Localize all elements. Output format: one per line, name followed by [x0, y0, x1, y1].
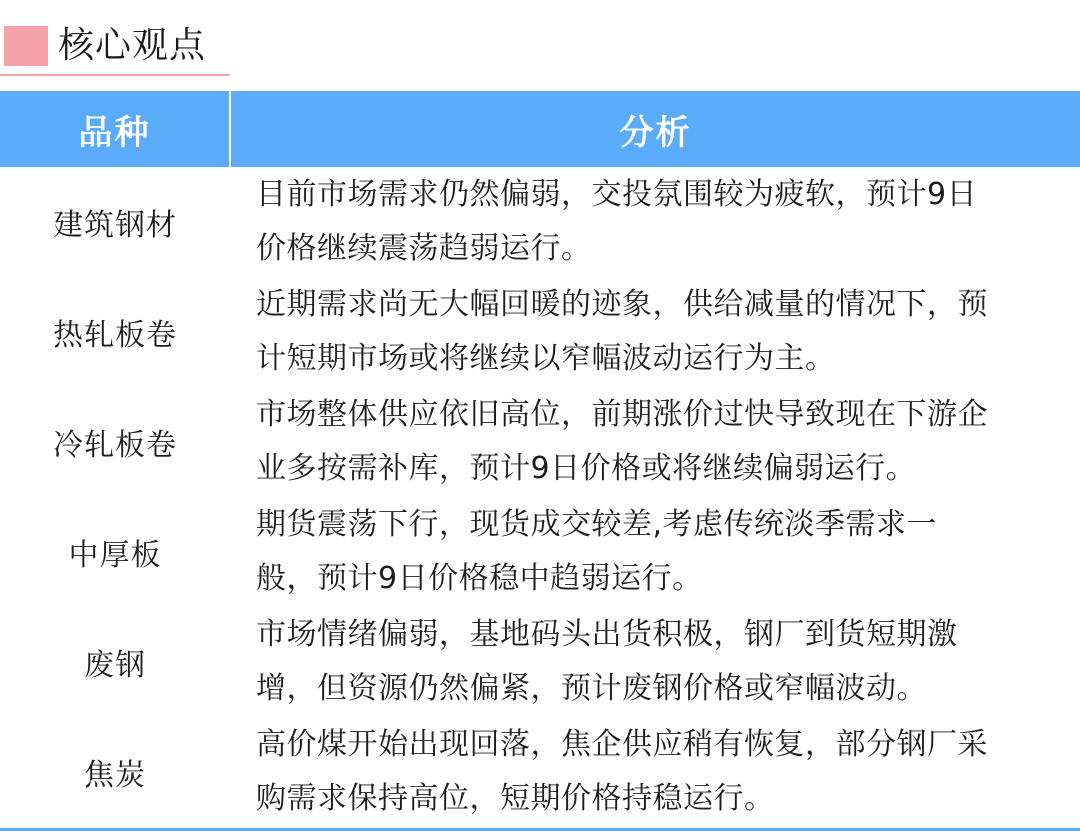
section-title: 核心观点 — [58, 25, 207, 66]
analysis-line: 计短期市场或将继续以窄幅波动运行为主。 — [256, 341, 836, 376]
table-row — [0, 497, 1080, 607]
section-marker — [4, 26, 48, 66]
analysis-line: 期货震荡下行，现货成交较差,考虑传统淡季需求一 — [256, 507, 938, 542]
analysis-line: 增，但资源仍然偏紧，预计废钢价格或窄幅波动。 — [256, 671, 927, 706]
analysis-line: 般，预计9日价格稳中趋弱运行。 — [256, 561, 703, 596]
analysis-text — [230, 497, 1080, 607]
analysis-line: 市场整体供应依旧高位，前期涨价过快导致现在下游企 — [256, 397, 988, 432]
analysis-line: 购需求保持高位，短期价格持稳运行。 — [256, 781, 775, 816]
variety-name: 热轧板卷 — [53, 318, 177, 353]
analysis-line: 业多按需补库，预计9日价格或将继续偏弱运行。 — [256, 451, 917, 486]
header-analysis: 分析 — [230, 91, 1080, 167]
section-header — [0, 0, 230, 78]
core-view-table — [0, 91, 1080, 827]
analysis-line: 价格继续震荡趋弱运行。 — [256, 231, 592, 266]
table-bottom-line — [0, 828, 1080, 831]
variety-name: 焦炭 — [84, 758, 146, 793]
table-row — [0, 387, 1080, 497]
variety-name: 建筑钢材 — [53, 208, 177, 243]
table-row — [0, 607, 1080, 717]
variety-name: 冷轧板卷 — [53, 428, 177, 463]
analysis-text — [230, 277, 1080, 387]
table-row — [0, 167, 1080, 277]
table-row — [0, 717, 1080, 827]
variety-name: 废钢 — [84, 648, 146, 683]
section-underline — [0, 74, 230, 76]
analysis-line: 近期需求尚无大幅回暖的迹象，供给减量的情况下，预 — [256, 287, 988, 322]
analysis-text — [230, 167, 1080, 277]
analysis-text — [230, 717, 1080, 827]
analysis-text — [230, 387, 1080, 497]
analysis-line: 目前市场需求仍然偏弱，交投氛围较为疲软，预计9日 — [256, 177, 978, 212]
variety-name: 中厚板 — [68, 538, 162, 573]
analysis-text — [230, 607, 1080, 717]
table-row — [0, 277, 1080, 387]
header-variety: 品种 — [0, 91, 230, 167]
analysis-line: 高价煤开始出现回落，焦企供应稍有恢复，部分钢厂采 — [256, 727, 988, 762]
table-header-row — [0, 91, 1080, 167]
analysis-line: 市场情绪偏弱，基地码头出货积极，钢厂到货短期激 — [256, 617, 958, 652]
